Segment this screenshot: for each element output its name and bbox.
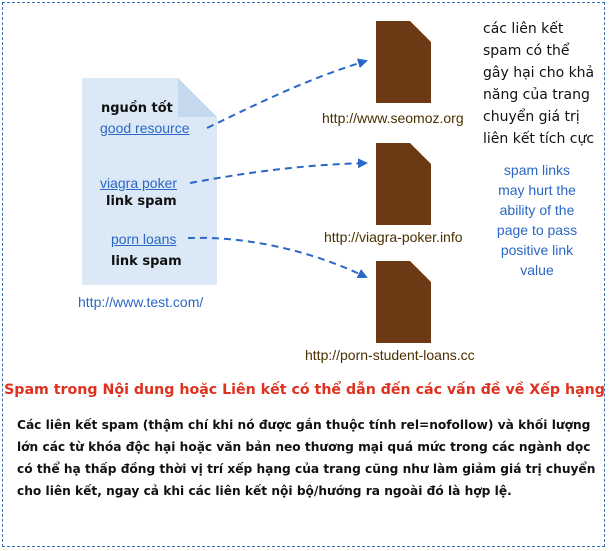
note-en-line: ability of the	[499, 202, 575, 218]
note-vi-line: gây hại cho khả	[483, 65, 595, 81]
good-resource-link[interactable]: good resource	[100, 120, 190, 136]
spam-label-1: link spam	[106, 194, 177, 209]
source-page-url: http://www.test.com/	[78, 294, 204, 310]
note-en-line: value	[520, 262, 554, 278]
note-english	[477, 160, 597, 280]
note-vi-line: các liên kết	[483, 21, 564, 37]
target-doc-3-icon	[376, 261, 431, 343]
target-doc-2-icon	[376, 143, 431, 225]
body-paragraph: Các liên kết spam (thậm chí khi nó được gắn thuộc tính rel=nofollow) và khối lượng lớn các từ khóa độc hại hoặc văn bản neo thương mại quá mức trong các ngành dọc có thể hạ thấp đồng thời vị trí xếp hạng của trang cũng như làm giảm giá trị chuyển cho liên kết, ngay cả khi các liên kết nội bộ/hướng ra ngoài đó là hợp lệ.	[17, 418, 596, 498]
note-en-line: page to pass	[496, 222, 578, 238]
viagra-poker-link[interactable]: viagra poker	[100, 175, 178, 191]
note-vietnamese	[483, 18, 607, 150]
section-heading: Spam trong Nội dung hoặc Liên kết có thể dẫn đến các vấn đề về Xếp hạng	[4, 382, 605, 398]
source-page-fold	[178, 78, 217, 117]
note-vi-line: năng của trang	[483, 87, 590, 103]
note-en-line: may hurt the	[498, 182, 576, 198]
note-vi-line: liên kết tích cực	[483, 131, 595, 147]
good-resource-label-vi: nguồn tốt	[101, 101, 173, 116]
target-url-3: http://porn-student-loans.cc	[305, 347, 475, 363]
target-url-1: http://www.seomoz.org	[322, 110, 464, 126]
spam-label-2: link spam	[111, 254, 182, 269]
note-en-line: positive link	[500, 242, 574, 258]
note-en-line: spam links	[503, 162, 571, 178]
porn-loans-link[interactable]: porn loans	[111, 231, 177, 247]
note-vi-line: spam có thể	[483, 43, 570, 59]
note-vi-line: chuyển giá trị	[483, 109, 580, 125]
target-url-2: http://viagra-poker.info	[324, 229, 463, 245]
target-doc-1-icon	[376, 21, 431, 103]
